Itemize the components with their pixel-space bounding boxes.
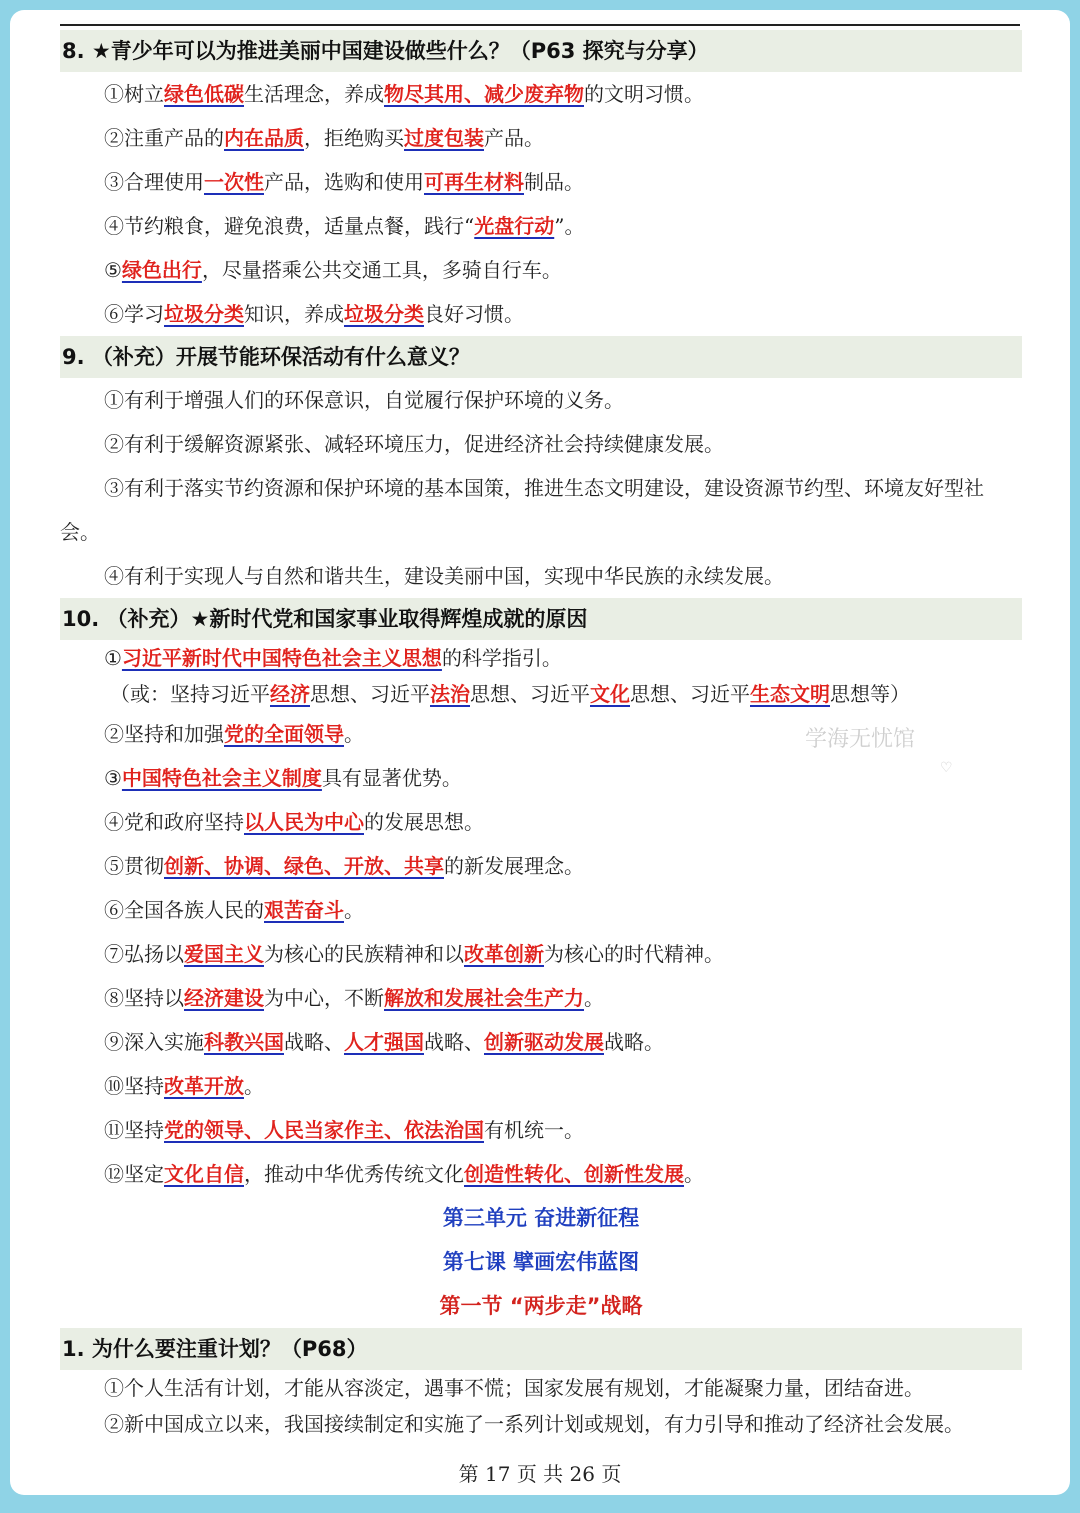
text-run: 的科学指引。 — [441, 646, 562, 670]
text-run: ⑫坚定 — [104, 1162, 164, 1186]
text-run: ，尽量搭乘公共交通工具，多骑自行车。 — [201, 258, 562, 282]
list-item — [60, 888, 1022, 932]
list-item — [60, 1020, 1022, 1064]
keyword: 过度包装 — [404, 126, 484, 150]
keyword: 习近平新时代中国特色社会主义思想 — [121, 646, 442, 670]
list-item — [60, 72, 1022, 116]
keyword: 解放和发展社会生产力 — [384, 986, 584, 1010]
text-run: ① — [104, 646, 122, 670]
text-run: ⑤贯彻 — [104, 854, 164, 878]
list-item — [60, 204, 1022, 248]
keyword: 光盘行动 — [474, 214, 555, 238]
keyword: 内在品质 — [224, 126, 304, 150]
lesson-title: 第七课 擘画宏伟蓝图 — [442, 1250, 640, 1274]
watermark: 学海无忧馆 — [805, 727, 916, 752]
text-run: 为核心的民族精神和以 — [264, 942, 464, 966]
text-run: 战略、 — [424, 1030, 484, 1054]
q10-item-1 — [60, 640, 1022, 676]
q9-item-4: ④有利于实现人与自然和谐共生，建设美丽中国，实现中华民族的永续发展。 — [104, 564, 784, 588]
keyword: 科教兴国 — [204, 1030, 284, 1054]
text-run: ”。 — [554, 214, 585, 238]
text-run: 。 — [344, 722, 364, 746]
text-run: 为核心的时代精神。 — [544, 942, 724, 966]
list-item — [60, 976, 1022, 1020]
text-run: 思想、习近平 — [310, 682, 430, 706]
q1-item-2: ②新中国成立以来，我国接续制定和实施了一系列计划或规划，有力引导和推动了经济社会发展。 — [104, 1412, 964, 1436]
keyword: 生态文明 — [750, 682, 830, 706]
q9-item-2: ②有利于缓解资源紧张、减轻环境压力，促进经济社会持续健康发展。 — [104, 432, 724, 456]
keyword: 中国特色社会主义制度 — [121, 766, 322, 790]
text-run: 生活理念，养成 — [244, 82, 384, 106]
list-item — [60, 1108, 1022, 1152]
text-run: ④节约粮食，避免浪费，适量点餐，践行“ — [104, 214, 475, 238]
text-run: 的发展思想。 — [364, 810, 484, 834]
keyword: 创新、协调、绿色、开放、共享 — [164, 854, 444, 878]
list-item — [60, 292, 1022, 336]
list-item — [60, 844, 1022, 888]
keyword: 文化 — [590, 682, 630, 706]
text-run: 的文明习惯。 — [584, 82, 704, 106]
keyword: 经济建设 — [184, 986, 264, 1010]
text-run: 思想、习近平 — [630, 682, 750, 706]
question-8-title: 8. ★青少年可以为推进美丽中国建设做些什么？（P63 探究与分享） — [60, 30, 1022, 72]
heart-icon: ♡ — [940, 760, 953, 776]
text-run: ⑥全国各族人民的 — [104, 898, 264, 922]
text-run: 产品，选购和使用 — [264, 170, 424, 194]
text-run: 制品。 — [524, 170, 584, 194]
text-run: ①树立 — [104, 82, 164, 106]
keyword: 改革创新 — [464, 942, 544, 966]
question-10-title: 10. （补充）★新时代党和国家事业取得辉煌成就的原因 — [60, 598, 1022, 640]
text-run: ⑧坚持以 — [104, 986, 184, 1010]
keyword: 经济 — [270, 682, 310, 706]
text-run: ④党和政府坚持 — [104, 810, 244, 834]
text-run: 的新发展理念。 — [444, 854, 584, 878]
text-run: ⑪坚持 — [104, 1118, 164, 1142]
keyword: 绿色出行 — [121, 258, 202, 282]
text-run: 战略、 — [284, 1030, 344, 1054]
text-run: 具有显著优势。 — [321, 766, 462, 790]
q9-item-3: ③有利于落实节约资源和保护环境的基本国策，推进生态文明建设，建设资源节约型、环境友好型社会。 — [60, 476, 984, 544]
text-run: ③ — [104, 766, 122, 790]
text-run: ③合理使用 — [104, 170, 204, 194]
keyword: 绿色低碳 — [164, 82, 244, 106]
text-run: ，拒绝购买 — [304, 126, 404, 150]
keyword: 党的全面领导 — [224, 722, 344, 746]
question-9-title: 9. （补充）开展节能环保活动有什么意义？ — [60, 336, 1022, 378]
text-run: 思想等） — [830, 682, 910, 706]
list-item — [60, 800, 1022, 844]
text-run: ⑩坚持 — [104, 1074, 164, 1098]
keyword: 创新驱动发展 — [484, 1030, 604, 1054]
list-item — [60, 160, 1022, 204]
text-run: 战略。 — [604, 1030, 664, 1054]
text-run: ⑤ — [104, 258, 122, 282]
text-run: 。 — [344, 898, 364, 922]
text-run: 有机统一。 — [484, 1118, 584, 1142]
text-run: ②注重产品的 — [104, 126, 224, 150]
keyword: 党的领导、人民当家作主、依法治国 — [164, 1118, 484, 1142]
list-item — [60, 116, 1022, 160]
keyword: 人才强国 — [344, 1030, 424, 1054]
keyword: 爱国主义 — [184, 942, 264, 966]
document-page — [10, 10, 1070, 1495]
keyword: 改革开放 — [164, 1074, 244, 1098]
text-run: 产品。 — [484, 126, 544, 150]
keyword: 一次性 — [204, 170, 264, 194]
keyword: 艰苦奋斗 — [264, 898, 344, 922]
page-footer: 第 17 页 共 26 页 — [458, 1462, 622, 1486]
text-run: 知识，养成 — [244, 302, 344, 326]
q10-note — [60, 676, 1022, 712]
list-item — [60, 756, 1022, 800]
question-10-answers — [60, 712, 1022, 1196]
list-item — [60, 1152, 1022, 1196]
text-run: ⑥学习 — [104, 302, 164, 326]
q9-item-1: ①有利于增强人们的环保意识，自觉履行保护环境的义务。 — [104, 388, 624, 412]
keyword: 垃圾分类 — [344, 302, 424, 326]
q1-item-1: ①个人生活有计划，才能从容淡定，遇事不慌；国家发展有规划，才能凝聚力量，团结奋进。 — [104, 1376, 924, 1400]
list-item — [60, 248, 1022, 292]
text-run: 为中心，不断 — [264, 986, 384, 1010]
keyword: 以人民为中心 — [244, 810, 364, 834]
text-run: 良好习惯。 — [424, 302, 524, 326]
text-run: （或：坚持习近平 — [110, 682, 270, 706]
section-title: 第一节 “两步走”战略 — [439, 1294, 643, 1318]
text-run: 。 — [244, 1074, 264, 1098]
question-1-title: 1. 为什么要注重计划？（P68） — [60, 1328, 1022, 1370]
list-item — [60, 1064, 1022, 1108]
text-run: ②坚持和加强 — [104, 722, 224, 746]
list-item — [60, 932, 1022, 976]
keyword: 可再生材料 — [424, 170, 524, 194]
keyword: 物尽其用、减少废弃物 — [384, 82, 584, 106]
text-run: 。 — [584, 986, 604, 1010]
question-8-answers — [60, 72, 1022, 336]
keyword: 文化自信 — [164, 1162, 244, 1186]
keyword: 垃圾分类 — [164, 302, 244, 326]
keyword: 法治 — [430, 682, 470, 706]
text-run: ⑦弘扬以 — [104, 942, 184, 966]
text-run: 。 — [684, 1162, 704, 1186]
text-run: 思想、习近平 — [470, 682, 590, 706]
text-run: ，推动中华优秀传统文化 — [244, 1162, 464, 1186]
text-run: ⑨深入实施 — [104, 1030, 204, 1054]
keyword: 创造性转化、创新性发展 — [464, 1162, 684, 1186]
top-rule — [60, 24, 1020, 26]
unit-title: 第三单元 奋进新征程 — [442, 1206, 640, 1230]
